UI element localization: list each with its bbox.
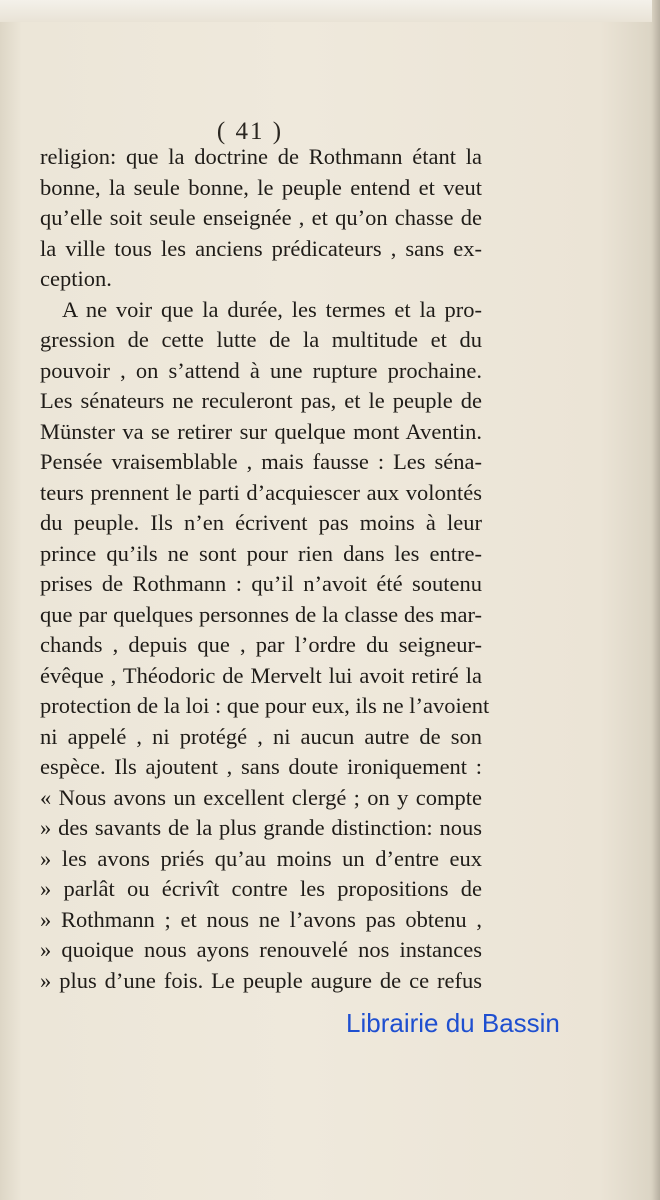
- text-line: Les sénateurs ne reculeront pas, et le peuple de: [40, 388, 482, 413]
- body-text: [40, 142, 490, 996]
- text-line: la ville tous les anciens prédicateurs , sans ex-: [40, 235, 482, 261]
- text-line: « Nous avons un excellent clergé ; on y compte: [40, 784, 482, 810]
- text-line: » Rothmann ; et nous ne l’avons pas obtenu ,: [40, 906, 482, 932]
- text-line: » les avons priés qu’au moins un d’entre eux: [40, 845, 482, 871]
- watermark-text: Librairie du Bassin: [346, 1008, 560, 1038]
- text-line: Münster va se retirer sur quelque mont Aventin.: [40, 418, 482, 444]
- text-line: » quoique nous ayons renouvelé nos instances: [40, 937, 482, 962]
- text-line: A ne voir que la durée, les termes et la pro-: [62, 296, 482, 322]
- text-line: religion: que la doctrine de Rothmann étant la: [40, 144, 482, 169]
- text-line: bonne, la seule bonne, le peuple entend et veut: [40, 174, 482, 200]
- text-line: » plus d’une fois. Le peuple augure de ce refus: [40, 967, 482, 993]
- text-line: que par quelques personnes de la classe des mar-: [40, 601, 482, 627]
- text-line: teurs prennent le parti d’acquiescer aux volontés: [40, 479, 482, 505]
- text-line: pouvoir , on s’attend à une rupture prochaine.: [40, 357, 482, 383]
- text-line: du peuple. Ils n’en écrivent pas moins à leur: [40, 510, 482, 535]
- page-right-edge: [652, 0, 660, 1200]
- text-line: Pensée vraisemblable , mais fausse : Les séna-: [40, 449, 482, 474]
- text-line: espèce. Ils ajoutent , sans doute ironiquement :: [40, 754, 482, 779]
- page-top-edge: [0, 0, 660, 22]
- text-line: prince qu’ils ne sont pour rien dans les entre-: [40, 540, 482, 566]
- text-line: prises de Rothmann : qu’il n’avoit été soutenu: [40, 571, 482, 596]
- text-line: protection de la loi : que pour eux, ils ne l’avoient: [40, 693, 490, 718]
- text-line: » parlât ou écrivît contre les propositions de: [40, 876, 482, 901]
- text-line: évêque , Théodoric de Mervelt lui avoit retiré la: [40, 662, 482, 688]
- text-line: ni appelé , ni protégé , ni aucun autre de son: [40, 723, 482, 749]
- text-line: chands , depuis que , par l’ordre du seigneur-: [40, 632, 482, 657]
- text-line: qu’elle soit seule enseignée , et qu’on chasse de: [40, 205, 482, 230]
- text-line: gression de cette lutte de la multitude et du: [40, 327, 482, 352]
- text-line: ception.: [40, 266, 112, 291]
- page-number: ( 41 ): [216, 118, 284, 145]
- text-line: » des savants de la plus grande distinction: nous: [40, 815, 482, 840]
